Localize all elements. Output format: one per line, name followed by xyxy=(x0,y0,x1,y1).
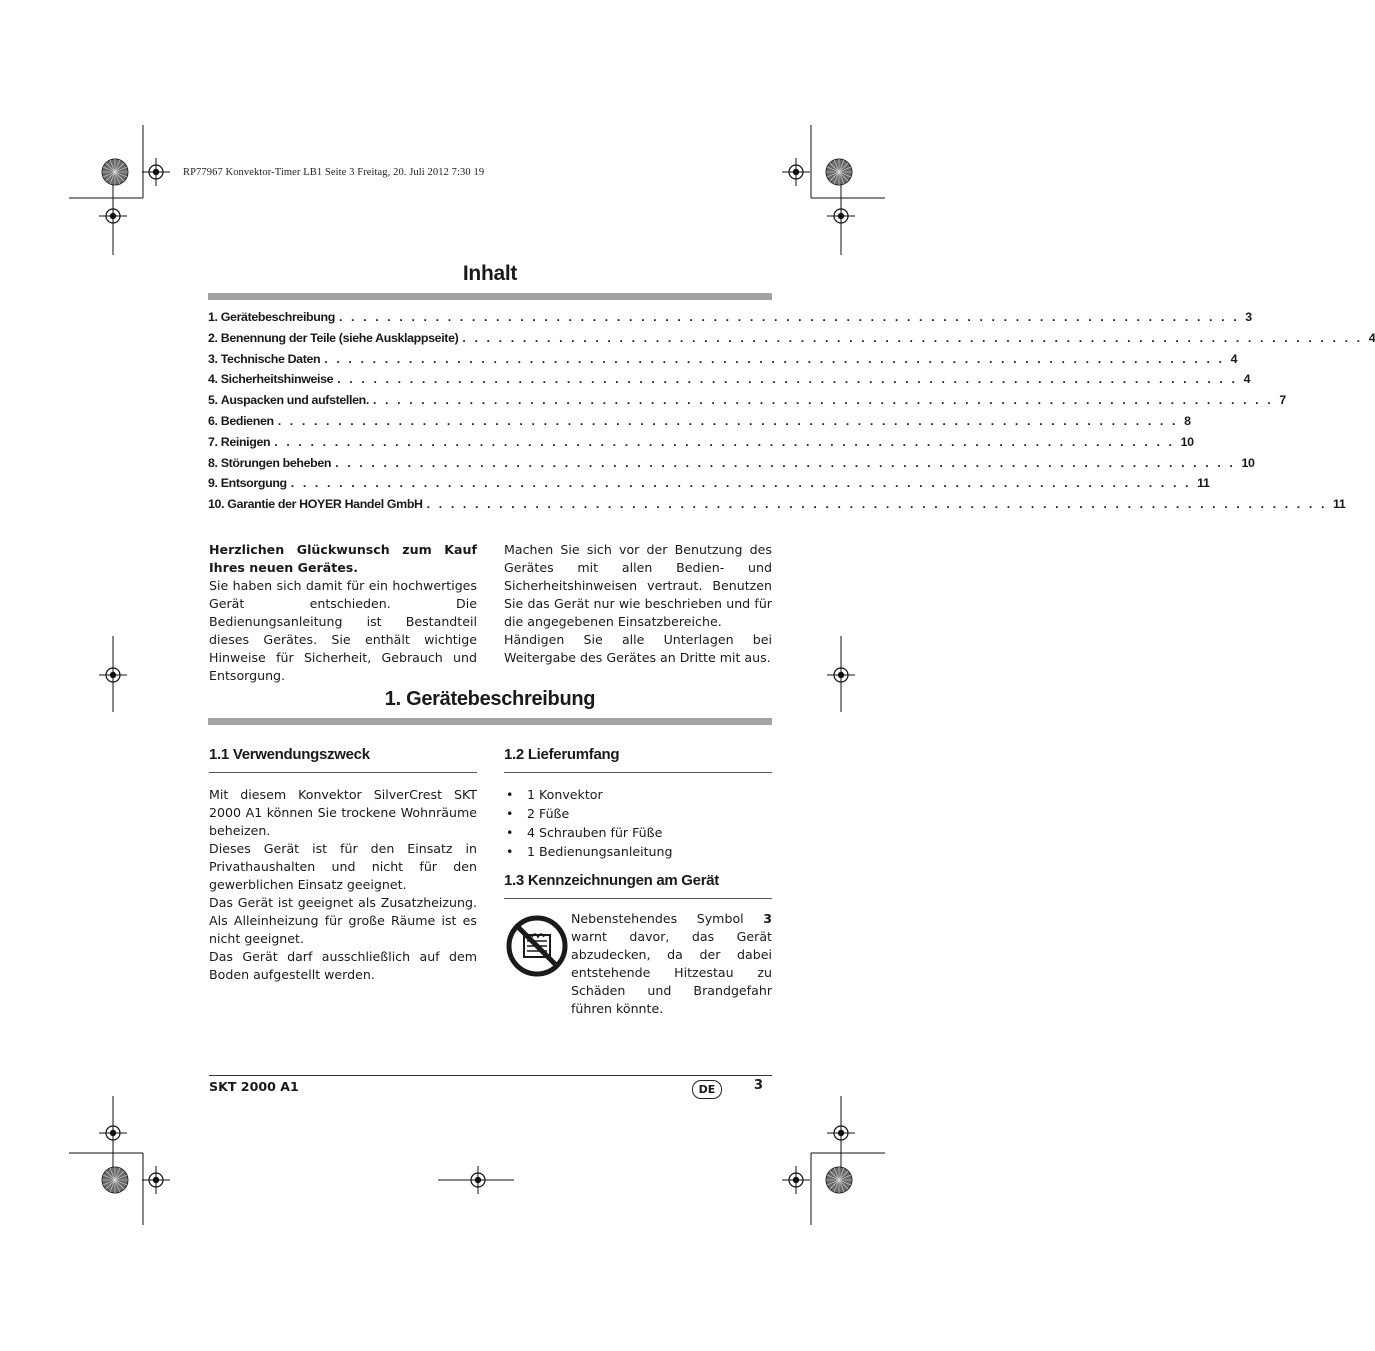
list-item: • 2 Füße xyxy=(504,804,772,823)
intro-right-paragraph: Machen Sie sich vor der Benutzung des Gerätes mit allen Bedien- und Sicherheitshinweisen vertraut. Benutzen Sie das Gerät nur wie beschrieben und für die angegebenen Einsatzbereiche. xyxy=(504,542,772,629)
toc-num: 2. xyxy=(208,330,218,345)
language-badge: DE xyxy=(692,1080,722,1099)
toc-row[interactable] xyxy=(208,330,1375,352)
toc-label: Benennung der Teile (siehe Ausklappseite) xyxy=(220,330,459,345)
toc-page: 11 xyxy=(1197,476,1210,491)
usage-paragraph: Mit diesem Konvektor SilverCrest SKT 2000 A1 können Sie trockene Wohnräume beheizen. xyxy=(209,787,477,838)
subsection-rule xyxy=(504,772,772,773)
toc-num: 8. xyxy=(208,455,218,470)
toc-label: Entsorgung xyxy=(220,476,287,491)
toc-page: 7 xyxy=(1279,393,1286,408)
toc-num: 3. xyxy=(208,351,218,366)
toc-label: Technische Daten xyxy=(220,351,321,366)
subsection-title-1-3: 1.3 Kennzeichnungen am Gerät xyxy=(504,872,719,889)
toc-num: 9. xyxy=(208,476,218,491)
toc-page: 8 xyxy=(1184,413,1191,428)
toc-num: 10. xyxy=(208,497,225,512)
marking-text-before: Nebenstehendes Symbol xyxy=(571,911,764,926)
usage-paragraph: Das Gerät ist geeignet als Zusatzheizung. Als Alleinheizung für große Räume ist es nicht geeignet. xyxy=(209,895,477,946)
toc-row[interactable] xyxy=(208,372,1251,393)
intro-left-text: Sie haben sich damit für ein hochwertiges Gerät entschieden. Die Bedienungsanleitung ist Bestandteil dieses Gerätes. Sie enthält wichtige Hinweise für Sicherheit, Gebrauch und Entsorgung. xyxy=(209,578,477,683)
toc-row[interactable] xyxy=(208,476,1210,497)
toc-num: 6. xyxy=(208,413,218,428)
contents-title: Inhalt xyxy=(462,262,518,285)
toc-leader: . . . . . . . . . . . . . . . . . . . . . . . . . . . . . . . . . . . . . . . . . . . . . . . . . . . . . . . . . . . . . . . . . . . . . . . . . . . xyxy=(426,497,1327,512)
subsection-title-1-2: 1.2 Lieferumfang xyxy=(504,746,620,763)
toc-leader: . . . . . . . . . . . . . . . . . . . . . . . . . . . . . . . . . . . . . . . . . . . . . . . . . . . . . . . . . . . . . . . . . . . . . . . . . . . xyxy=(274,434,1175,449)
footer-rule xyxy=(209,1075,772,1076)
toc-page: 10 xyxy=(1180,434,1194,449)
list-item: • 1 Bedienungsanleitung xyxy=(504,842,772,861)
marking-text xyxy=(571,910,772,1018)
toc-leader: . . . . . . . . . . . . . . . . . . . . . . . . . . . . . . . . . . . . . . . . . . . . . . . . . . . . . . . . . . . . . . . . . . . . . . . . . . . xyxy=(337,372,1238,387)
toc-leader: . . . . . . . . . . . . . . . . . . . . . . . . . . . . . . . . . . . . . . . . . . . . . . . . . . . . . . . . . . . . . . . . . . . . . . . . . . . xyxy=(324,351,1225,366)
toc-row[interactable] xyxy=(208,393,1286,414)
toc-leader: . . . . . . . . . . . . . . . . . . . . . . . . . . . . . . . . . . . . . . . . . . . . . . . . . . . . . . . . . . . . . . . . . . . . . . . . . . . xyxy=(290,476,1192,491)
footer-model: SKT 2000 A1 xyxy=(209,1079,299,1094)
toc-page: 11 xyxy=(1333,497,1346,512)
toc-leader: . . . . . . . . . . . . . . . . . . . . . . . . . . . . . . . . . . . . . . . . . . . . . . . . . . . . . . . . . . . . . . . . . . . . . . . . . . . xyxy=(462,330,1363,345)
subsection-rule xyxy=(209,772,477,773)
toc-leader: . . . . . . . . . . . . . . . . . . . . . . . . . . . . . . . . . . . . . . . . . . . . . . . . . . . . . . . . . . . . . . . . . . . . . . . . . . . xyxy=(338,310,1240,324)
toc-leader: . . . . . . . . . . . . . . . . . . . . . . . . . . . . . . . . . . . . . . . . . . . . . . . . . . . . . . . . . . . . . . . . . . . . . . . . . . . xyxy=(372,393,1274,408)
usage-text xyxy=(209,786,477,984)
subsection-title-1-1: 1.1 Verwendungszweck xyxy=(209,746,370,763)
toc-label: Störungen beheben xyxy=(220,455,332,470)
toc-label: Auspacken und aufstellen. xyxy=(220,393,369,408)
print-header: RP77967 Konvektor-Timer LB1 Seite 3 Freitag, 20. Juli 2012 7:30 19 xyxy=(183,167,485,178)
delivery-list xyxy=(504,785,772,861)
toc-page: 3 xyxy=(1245,310,1252,324)
toc-row[interactable] xyxy=(208,351,1238,373)
toc-row[interactable] xyxy=(208,455,1255,477)
intro-right-paragraph: Händigen Sie alle Unterlagen bei Weitergabe des Gerätes an Dritte mit aus. xyxy=(504,632,772,665)
toc-page: 10 xyxy=(1241,455,1255,470)
toc-num: 5. xyxy=(208,393,218,408)
toc-label: Sicherheitshinweise xyxy=(220,372,334,387)
toc-row[interactable] xyxy=(208,413,1191,435)
toc-row[interactable] xyxy=(208,310,1252,331)
toc-row[interactable] xyxy=(208,434,1194,456)
toc-page: 4 xyxy=(1243,372,1251,387)
intro-left-column xyxy=(209,541,477,685)
section-title: 1. Gerätebeschreibung xyxy=(384,688,596,710)
toc-num: 7. xyxy=(208,434,218,449)
marking-text-after: warnt davor, das Gerät abzudecken, da der dabei entstehende Hitzestau zu Schäden und Brandgefahr führen könnte. xyxy=(571,929,772,1016)
page-number: 3 xyxy=(754,1078,764,1093)
contents-divider-bar xyxy=(208,293,772,300)
usage-paragraph: Das Gerät darf ausschließlich auf dem Boden aufgestellt werden. xyxy=(209,949,477,982)
toc-page: 4 xyxy=(1368,330,1375,345)
toc-leader: . . . . . . . . . . . . . . . . . . . . . . . . . . . . . . . . . . . . . . . . . . . . . . . . . . . . . . . . . . . . . . . . . . . . . . . . . . . xyxy=(277,413,1179,428)
intro-heading: Herzlichen Glückwunsch zum Kauf Ihres neuen Gerätes. xyxy=(209,542,477,575)
list-item: • 1 Konvektor xyxy=(504,785,772,804)
toc-row[interactable] xyxy=(208,497,1346,518)
list-item: • 4 Schrauben für Füße xyxy=(504,823,772,842)
subsection-rule xyxy=(504,898,772,899)
toc-label: Bedienen xyxy=(220,413,274,428)
toc-num: 4. xyxy=(208,372,218,387)
toc-num: 1. xyxy=(208,310,218,324)
toc-page: 4 xyxy=(1230,351,1238,366)
usage-paragraph: Dieses Gerät ist für den Einsatz in Privathaushalten und nicht für den gewerblichen Einsatz geeignet. xyxy=(209,841,477,892)
toc-label: Gerätebeschreibung xyxy=(220,310,335,324)
section-divider-bar xyxy=(208,718,772,725)
toc-label: Garantie der HOYER Handel GmbH xyxy=(227,497,423,512)
table-of-contents xyxy=(208,310,1375,518)
toc-leader: . . . . . . . . . . . . . . . . . . . . . . . . . . . . . . . . . . . . . . . . . . . . . . . . . . . . . . . . . . . . . . . . . . . . . . . . . . . xyxy=(335,455,1236,470)
do-not-cover-icon xyxy=(506,915,568,977)
intro-right-column xyxy=(504,541,772,667)
toc-label: Reinigen xyxy=(220,434,271,449)
symbol-number: 3 xyxy=(763,911,772,926)
